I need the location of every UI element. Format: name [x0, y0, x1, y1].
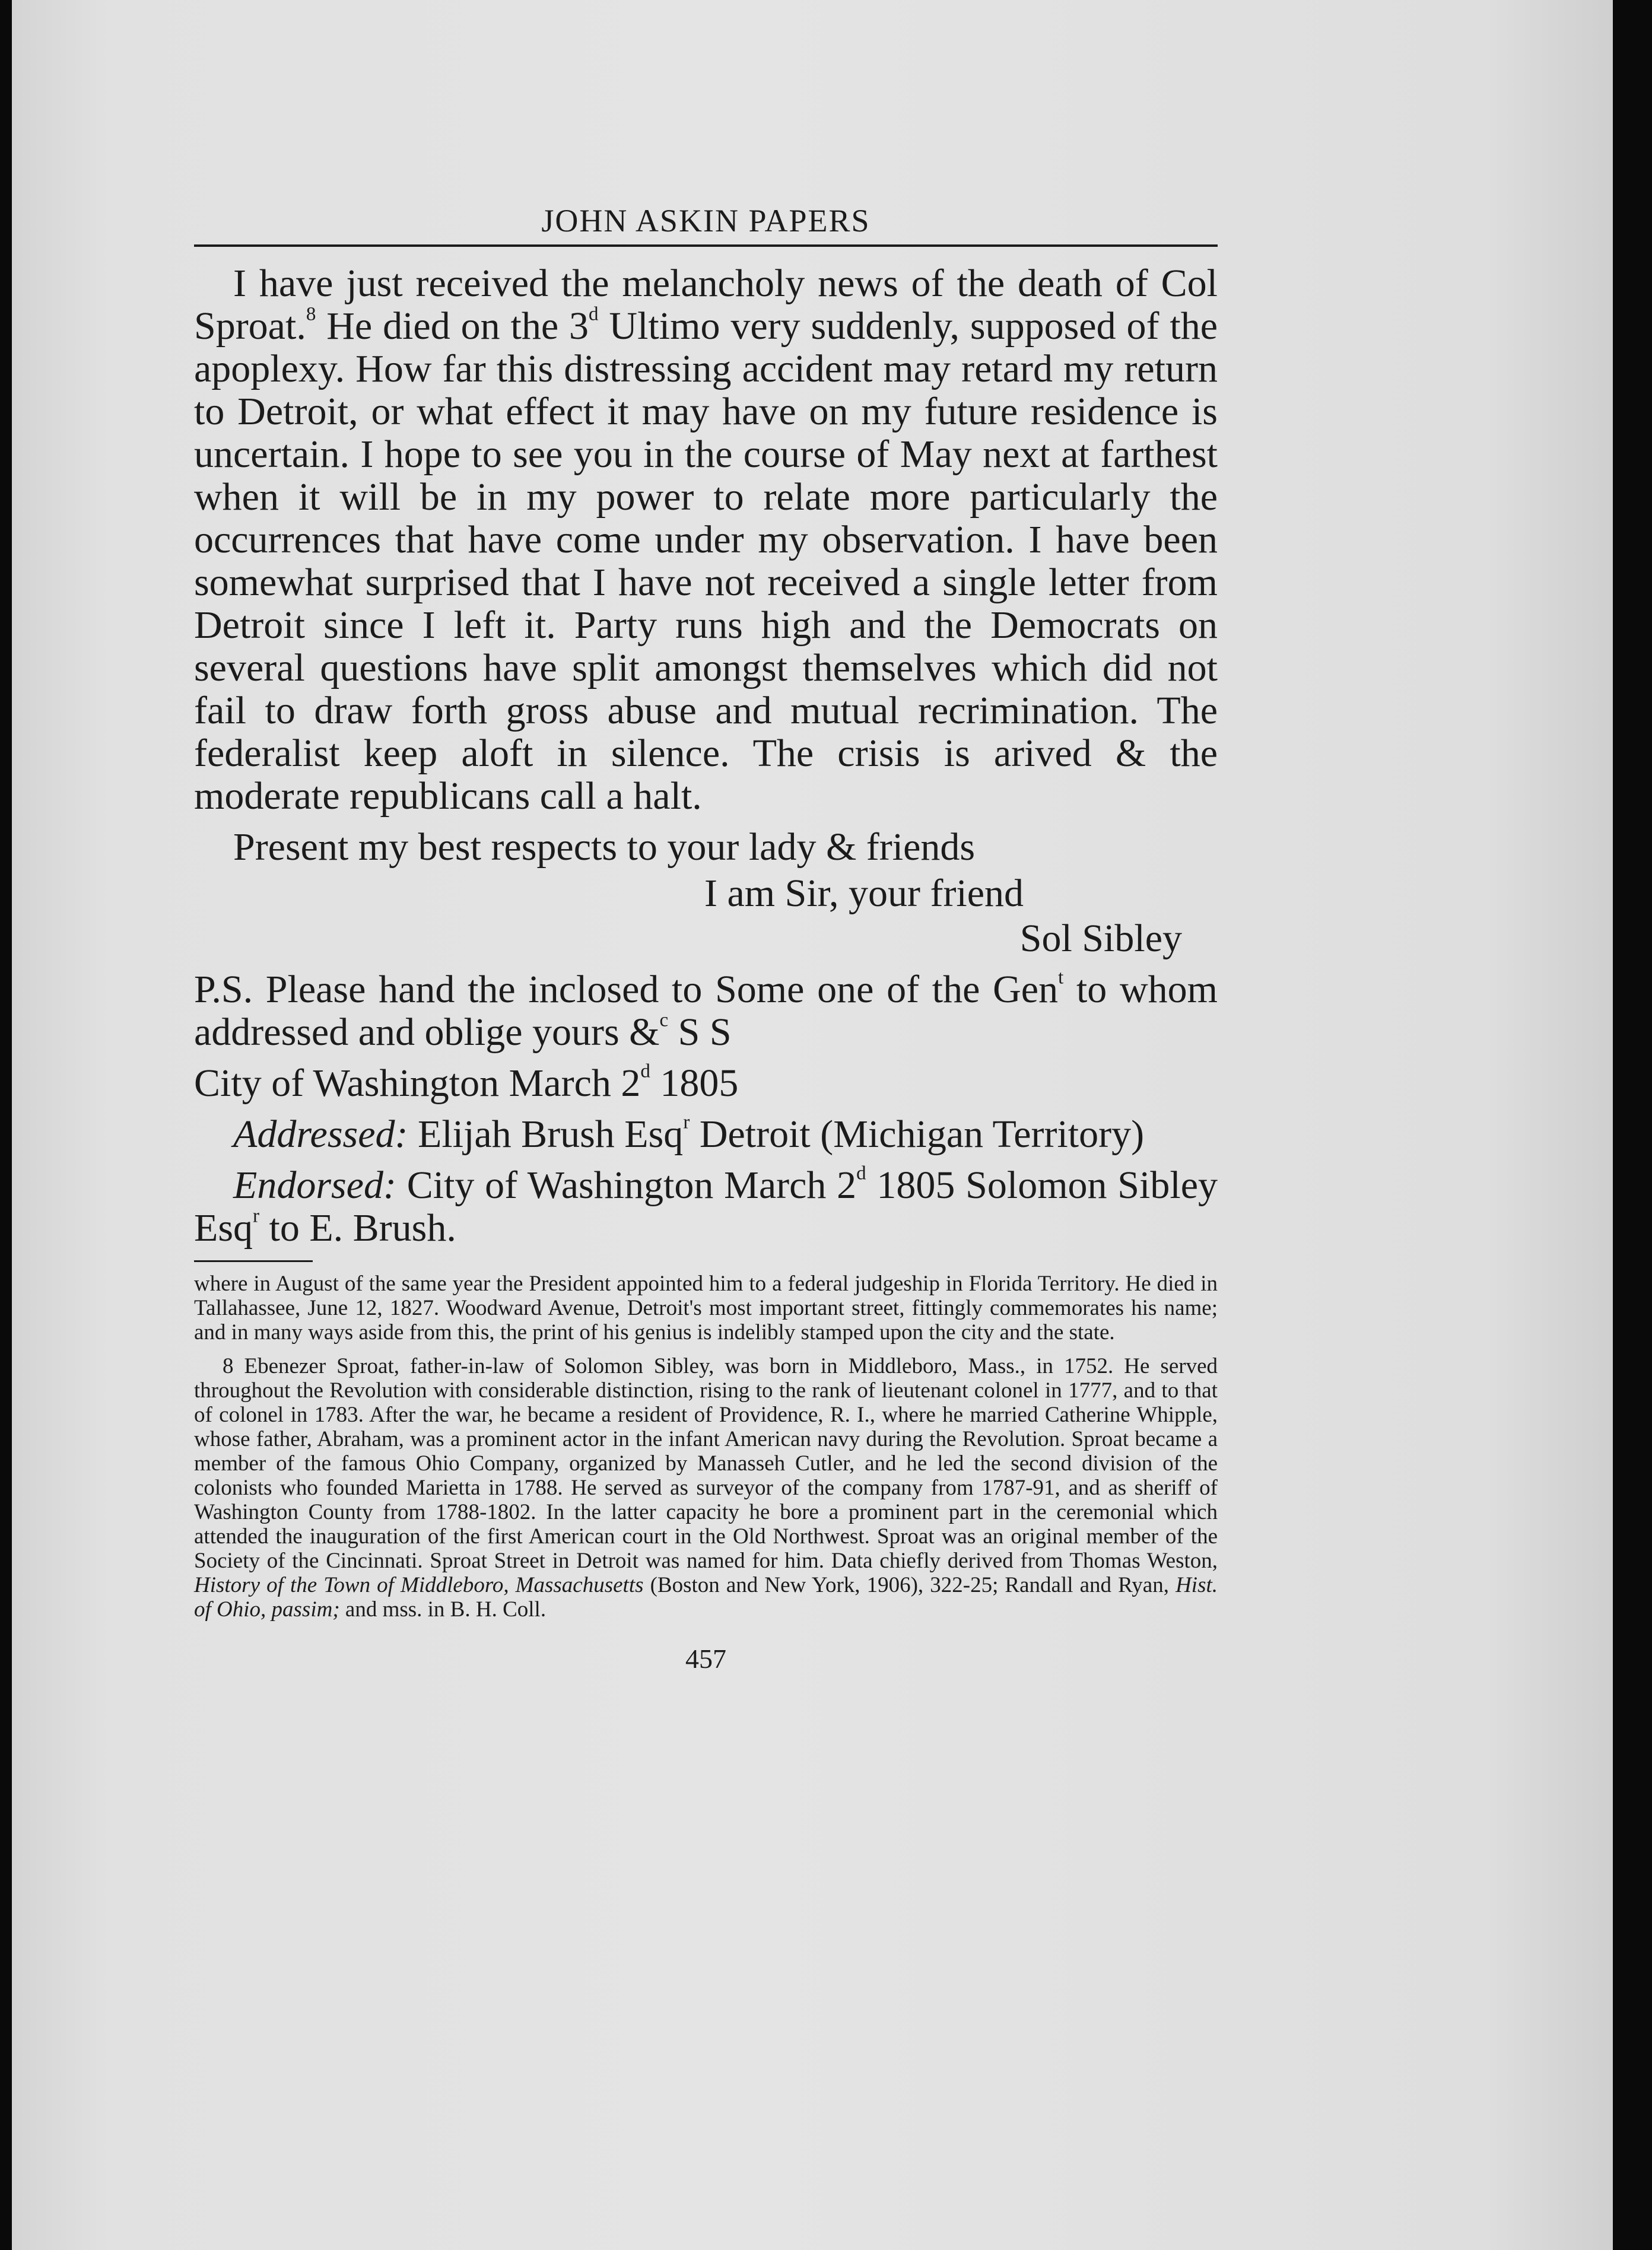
addressed-note — [194, 1113, 1218, 1156]
superscript: c — [659, 1009, 669, 1031]
text-run: to E. Brush. — [259, 1206, 456, 1250]
text-run: 8 Ebenezer Sproat, father-in-law of Solomon Sibley, was born in Middleboro, Mass., in 1752. He served throughout the Revolution with considerable distinction, rising to the rank of lieutenant colonel in 1777, and to that of colonel in 1783. After the war, he became a resident of Providence, R. I., where he married Catherine Whipple, whose father, Abraham, was a prominent actor in the infant American navy during the Revolution. Sproat became a member of the famous Ohio Company, organized by Manasseh Cutler, and he led the second division of the colonists who founded Marietta in 1788. He served as surveyor of the company from 1787-91, and as sheriff of Washington County from 1788-1802. In the latter capacity he bore a prominent part in the ceremonial which attended the inauguration of the first American court in the Old Northwest. Sproat was an original member of the Society of the Cincinnati. Sproat Street in Detroit was named for him. Data chiefly derived from Thomas Weston, — [194, 1354, 1218, 1573]
superscript: d — [640, 1060, 650, 1082]
text-run: 1805 Solomon Sibley Esq — [194, 1164, 1218, 1250]
text-run: P.S. Please hand the inclosed to Some one of the Gen — [194, 968, 1059, 1011]
footnote-continuation: where in August of the same year the President appointed him to a federal judgeship in Florida Territory. He died in Tallahassee, June 12, 1827. Woodward Avenue, Detroit's most important street, fittingly commemorates his name; and in many ways aside from this, the print of his genius is indelibly stamped upon the city and the state. — [194, 1272, 1218, 1345]
text-run: (Boston and New York, 1906), 322-25; Randall and Ryan, — [643, 1573, 1176, 1597]
text-run: City of Washington March 2 — [396, 1164, 857, 1207]
endorsed-label: Endorsed: — [233, 1164, 396, 1207]
superscript: t — [1058, 967, 1064, 989]
italic-title: Hist. of Ohio, passim; — [194, 1573, 1218, 1622]
page-content — [194, 178, 1218, 1674]
italic-title: History of the Town of Middleboro, Massachusetts — [194, 1573, 644, 1597]
postscript — [194, 968, 1218, 1054]
footnote-rule — [194, 1260, 313, 1262]
footnote-8 — [194, 1354, 1218, 1622]
text-run: Elijah Brush Esq — [408, 1113, 684, 1156]
text-run: Ultimo very suddenly, supposed of the apoplexy. How far this distressing accident may retard my return to Detroit, or what effect it may have on my future residence is uncertain. I hope to see you in the course of May next at farthest when it will be in my power to relate more particularly the occurrences that have come under my observation. I have been somewhat surprised that I have not received a single letter from Detroit since I left it. Party runs high and the Democrats on several questions have split amongst themselves which did not fail to draw forth gross abuse and mutual recrimination. The federalist keep aloft in silence. The crisis is arived & the moderate republicans call a halt. — [194, 304, 1218, 818]
letter-paragraph — [194, 262, 1218, 818]
text-run: and mss. in B. H. Coll. — [339, 1597, 547, 1622]
letter-body — [194, 262, 1218, 1250]
superscript: d — [856, 1162, 866, 1184]
header-rule — [194, 244, 1218, 247]
closing-line: I am Sir, your friend — [704, 872, 1024, 915]
text-run: S S — [668, 1010, 732, 1054]
respects-line: Present my best respects to your lady & friends — [233, 825, 976, 869]
superscript: d — [589, 303, 599, 325]
page-number: 457 — [685, 1644, 726, 1674]
footnotes — [194, 1272, 1218, 1622]
running-head: JOHN ASKIN PAPERS — [541, 203, 871, 239]
text-run: I have just received the melancholy news of the death of Col Sproat. — [194, 262, 1218, 348]
endorsed-note — [194, 1164, 1218, 1250]
text-run: City of Washington March 2 — [194, 1062, 641, 1105]
text-run: Detroit (Michigan Territory) — [690, 1113, 1145, 1156]
text-run: He died on the 3 — [316, 304, 589, 348]
superscript: r — [683, 1111, 690, 1133]
text-run: to whom addressed and oblige yours & — [194, 968, 1218, 1054]
addressed-label: Addressed: — [233, 1113, 408, 1156]
signature: Sol Sibley — [1019, 917, 1182, 960]
footnote-reference: 8 — [306, 303, 316, 325]
dateline — [194, 1062, 1218, 1105]
text-run: 1805 — [650, 1062, 739, 1105]
superscript: r — [253, 1205, 259, 1227]
